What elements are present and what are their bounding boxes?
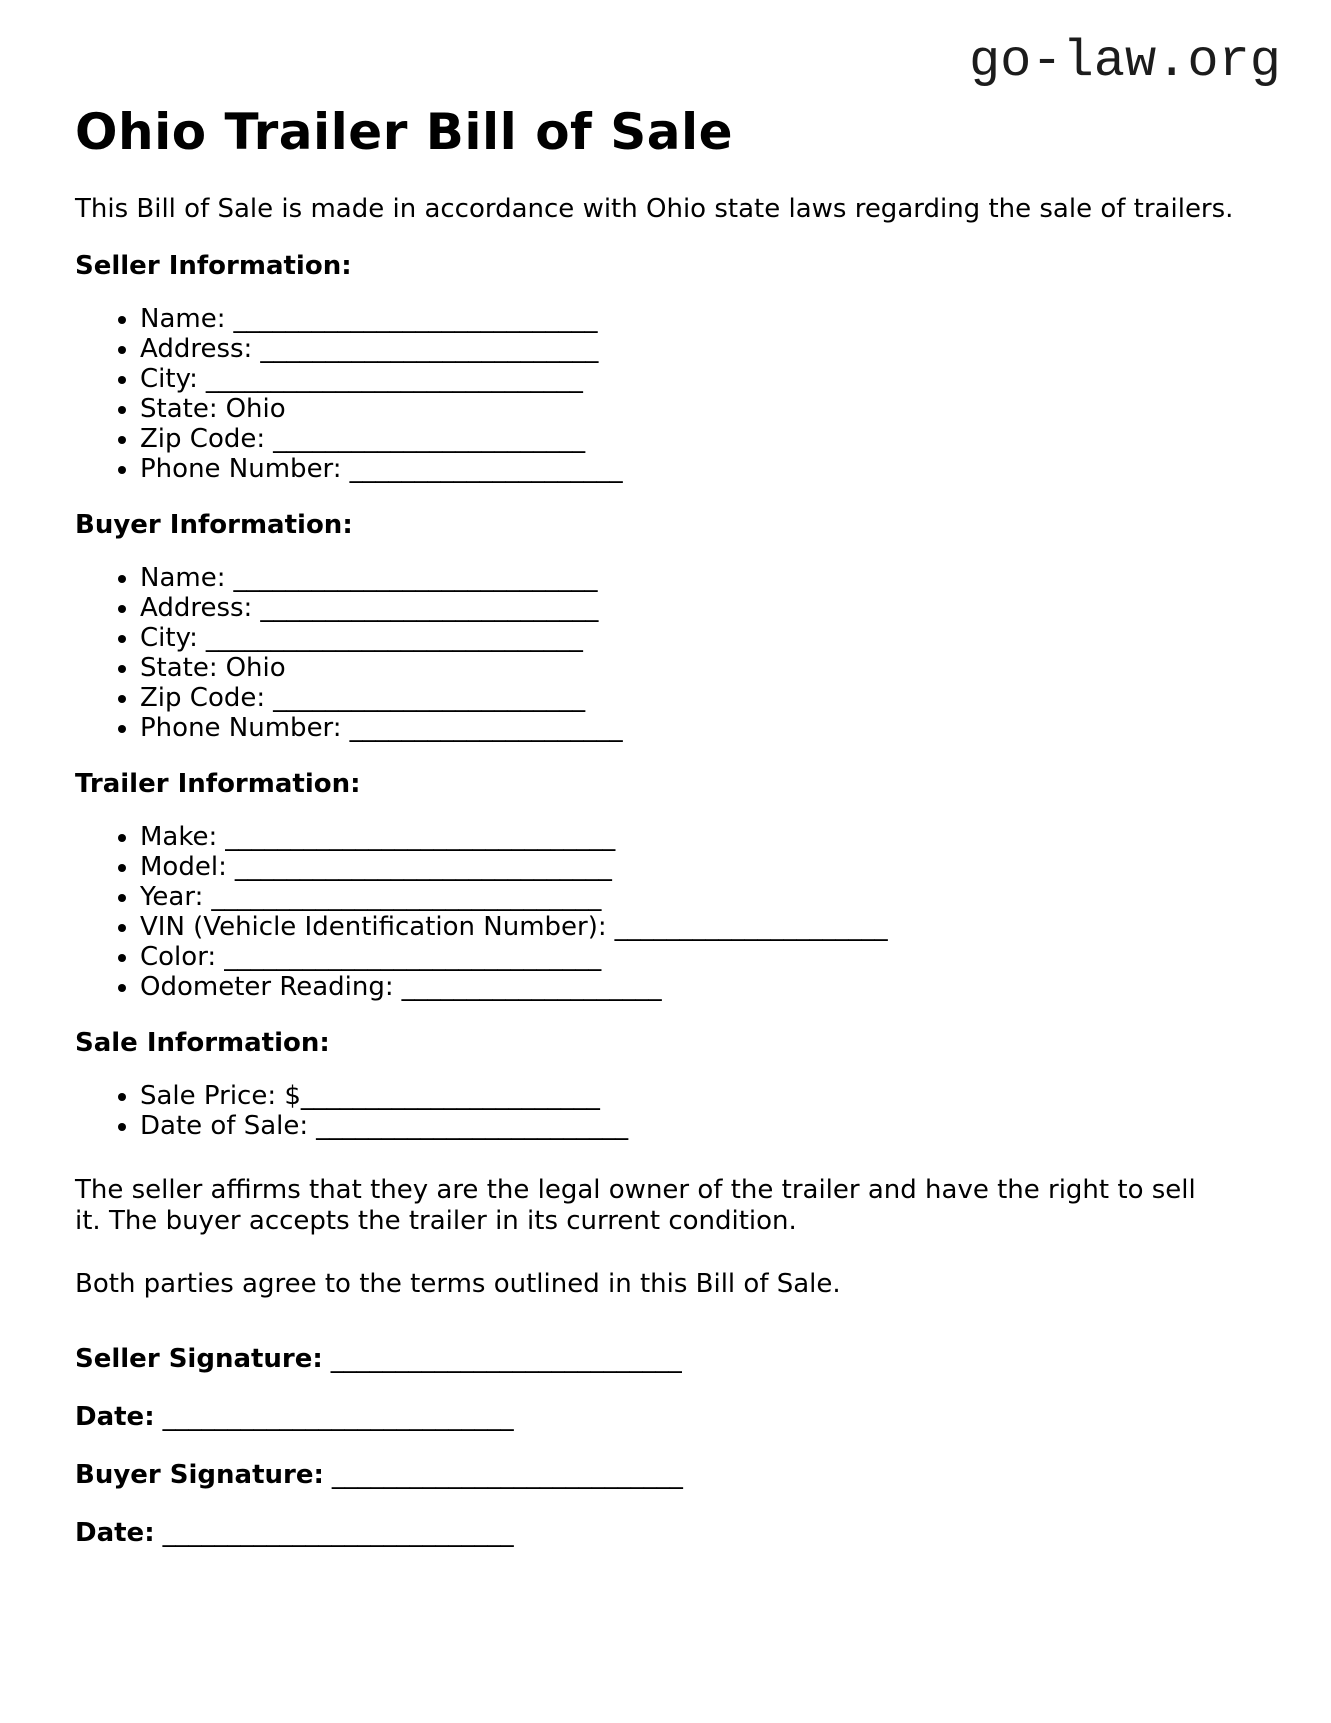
field-seller-city	[140, 364, 1281, 394]
field-label: Name:	[140, 304, 226, 334]
buyer-signature-row	[75, 1460, 1281, 1490]
signature-block	[75, 1344, 1281, 1548]
field-label: Make:	[140, 822, 218, 852]
field-blank: __________________________	[260, 593, 599, 623]
field-buyer-address	[140, 593, 1281, 623]
agreement-text: Both parties agree to the terms outlined in this Bill of Sale.	[75, 1269, 841, 1299]
field-seller-phone	[140, 454, 1281, 484]
seller-signature-label: Seller Signature:	[75, 1344, 323, 1374]
field-label: Phone Number:	[140, 713, 342, 743]
field-trailer-odometer	[140, 972, 1281, 1002]
field-blank: _____________________________	[234, 852, 612, 882]
section-heading-sale: Sale Information:	[75, 1028, 330, 1058]
field-blank: _____________________________	[205, 364, 583, 394]
field-blank: _____________________	[614, 912, 888, 942]
buyer-date-row	[75, 1518, 1281, 1548]
field-blank: ________________________	[273, 683, 586, 713]
trailer-fields-list	[75, 822, 1281, 1002]
field-blank: _____________________	[349, 454, 623, 484]
field-blank: ______________________________	[211, 882, 602, 912]
field-label: Zip Code:	[140, 424, 266, 454]
field-label: Color:	[140, 942, 217, 972]
field-blank: _____________________________	[205, 623, 583, 653]
field-trailer-year	[140, 882, 1281, 912]
field-label: Year:	[140, 882, 204, 912]
field-value: Ohio	[225, 394, 286, 424]
field-label: State:	[140, 394, 218, 424]
buyer-date-blank: ___________________________	[162, 1518, 514, 1548]
seller-date-blank: ___________________________	[162, 1402, 514, 1432]
field-sale-price	[140, 1081, 1281, 1111]
buyer-fields-list	[75, 563, 1281, 743]
field-label: Name:	[140, 563, 226, 593]
field-label: City:	[140, 364, 198, 394]
field-blank: ____________________________	[233, 563, 598, 593]
section-heading-buyer: Buyer Information:	[75, 510, 353, 540]
field-buyer-phone	[140, 713, 1281, 743]
field-label: Address:	[140, 593, 253, 623]
page-title: Ohio Trailer Bill of Sale	[75, 103, 734, 161]
field-label: Phone Number:	[140, 454, 342, 484]
field-trailer-make	[140, 822, 1281, 852]
field-buyer-zip	[140, 683, 1281, 713]
field-buyer-name	[140, 563, 1281, 593]
seller-date-row	[75, 1402, 1281, 1432]
field-blank: ________________________	[273, 424, 586, 454]
buyer-date-label: Date:	[75, 1518, 155, 1548]
field-value: Ohio	[225, 653, 286, 683]
field-buyer-state	[140, 653, 1281, 683]
field-blank: ________________________	[316, 1111, 629, 1141]
field-buyer-city	[140, 623, 1281, 653]
field-trailer-vin	[140, 912, 1281, 942]
field-label: Zip Code:	[140, 683, 266, 713]
field-label: VIN (Vehicle Identification Number):	[140, 912, 607, 942]
field-blank: _____________________________	[224, 942, 602, 972]
seller-signature-row	[75, 1344, 1281, 1374]
seller-signature-blank: ___________________________	[330, 1344, 682, 1374]
field-seller-name	[140, 304, 1281, 334]
seller-date-label: Date:	[75, 1402, 155, 1432]
field-blank: _____________________	[349, 713, 623, 743]
field-label: Model:	[140, 852, 227, 882]
buyer-signature-blank: ___________________________	[331, 1460, 683, 1490]
field-blank: __________________________	[260, 334, 599, 364]
field-seller-zip	[140, 424, 1281, 454]
field-label: Address:	[140, 334, 253, 364]
field-label: Date of Sale:	[140, 1111, 309, 1141]
field-label: State:	[140, 653, 218, 683]
field-label: Sale Price: $	[140, 1081, 301, 1111]
site-logo: go-law.org	[968, 32, 1281, 91]
field-trailer-model	[140, 852, 1281, 882]
field-blank: ______________________________	[225, 822, 616, 852]
field-blank: ____________________	[401, 972, 662, 1002]
field-label: Odometer Reading:	[140, 972, 394, 1002]
buyer-signature-label: Buyer Signature:	[75, 1460, 324, 1490]
field-sale-date	[140, 1111, 1281, 1141]
field-trailer-color	[140, 942, 1281, 972]
field-blank: ____________________________	[233, 304, 598, 334]
affirmation-text: The seller affirms that they are the legal owner of the trailer and have the right to sell it. The buyer accepts the trailer in its current condition.	[75, 1175, 1196, 1236]
field-blank: _______________________	[300, 1081, 600, 1111]
section-heading-trailer: Trailer Information:	[75, 769, 361, 799]
sale-fields-list	[75, 1081, 1281, 1141]
section-heading-seller: Seller Information:	[75, 251, 352, 281]
field-label: City:	[140, 623, 198, 653]
field-seller-state	[140, 394, 1281, 424]
seller-fields-list	[75, 304, 1281, 484]
field-seller-address	[140, 334, 1281, 364]
intro-text: This Bill of Sale is made in accordance with Ohio state laws regarding the sale of trailers.	[75, 194, 1234, 224]
